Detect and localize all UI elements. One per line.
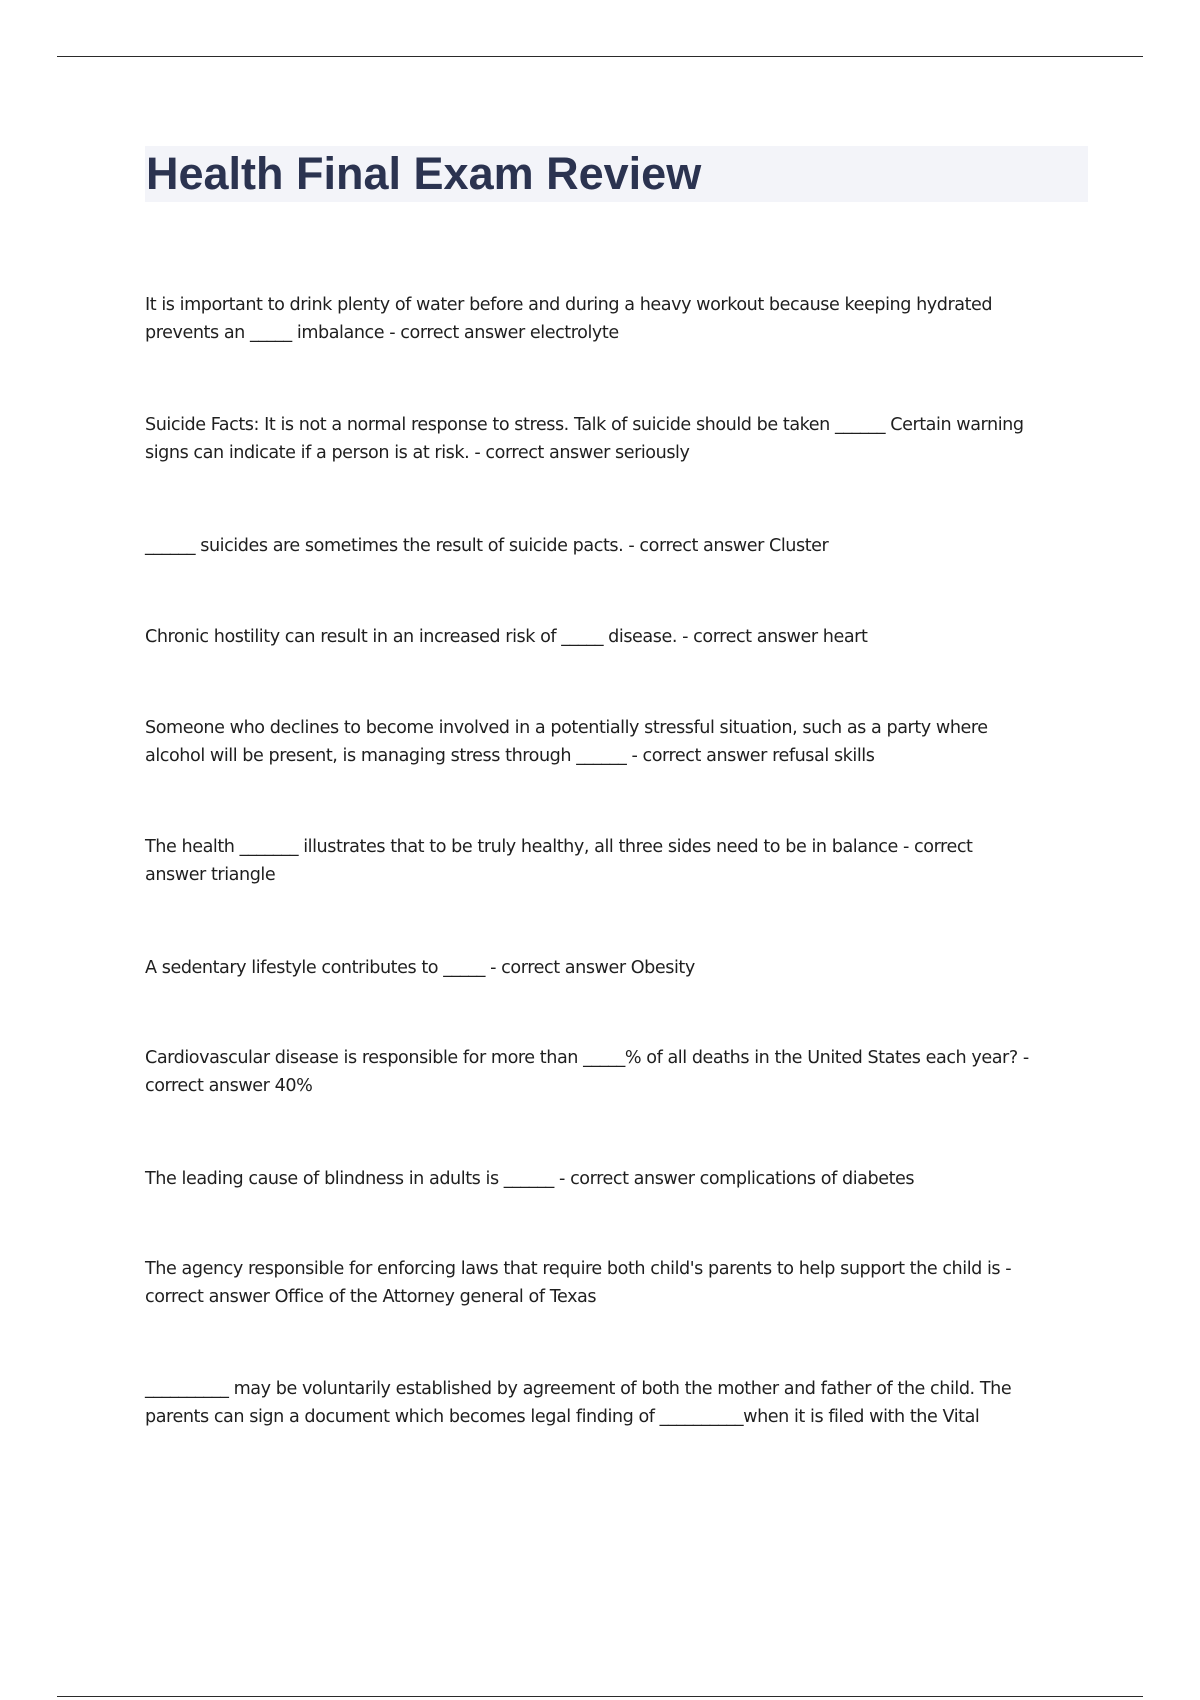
qa-item [145,532,1090,560]
qa-item [145,833,1090,889]
qa-item-line: ______ suicides are sometimes the result of suicide pacts. - correct answer Cluster [145,536,829,556]
qa-item-line: parents can sign a document which becomes legal finding of __________when it is filed with the Vital [145,1407,980,1427]
bottom-rule [57,1696,1143,1697]
qa-item-line: A sedentary lifestyle contributes to _____ - correct answer Obesity [145,958,695,978]
qa-item-line: Chronic hostility can result in an increased risk of _____ disease. - correct answer heart [145,627,868,647]
qa-item [145,1375,1090,1431]
qa-item-line: Cardiovascular disease is responsible for more than _____% of all deaths in the United States each year? - [145,1048,1029,1068]
page-title: Health Final Exam Review [146,148,702,199]
qa-item-line: The agency responsible for enforcing laws that require both child's parents to help support the child is - [145,1259,1012,1279]
top-rule [57,56,1143,57]
qa-item [145,411,1090,467]
qa-item-line: prevents an _____ imbalance - correct answer electrolyte [145,323,619,343]
qa-item-line: It is important to drink plenty of water before and during a heavy workout because keeping hydrated [145,295,993,315]
qa-item-line: The leading cause of blindness in adults is ______ - correct answer complications of diabetes [145,1169,915,1189]
qa-item [145,291,1090,347]
qa-item [145,1255,1090,1311]
qa-item-line: signs can indicate if a person is at risk. - correct answer seriously [145,443,690,463]
qa-item [145,1165,1090,1193]
qa-item-line: correct answer Office of the Attorney general of Texas [145,1287,597,1307]
qa-item [145,714,1090,770]
qa-item-line: Suicide Facts: It is not a normal response to stress. Talk of suicide should be taken ______ Certain warning [145,415,1024,435]
qa-item [145,623,1090,651]
qa-item-line: Someone who declines to become involved in a potentially stressful situation, such as a party where [145,718,988,738]
qa-item-line: __________ may be voluntarily established by agreement of both the mother and father of the child. The [145,1379,1012,1399]
qa-item [145,954,1090,982]
qa-item [145,1044,1090,1100]
qa-item-line: answer triangle [145,865,276,885]
qa-item-line: alcohol will be present, is managing stress through ______ - correct answer refusal skills [145,746,875,766]
qa-item-line: The health _______ illustrates that to be truly healthy, all three sides need to be in balance - correct [145,837,973,857]
qa-item-line: correct answer 40% [145,1076,313,1096]
